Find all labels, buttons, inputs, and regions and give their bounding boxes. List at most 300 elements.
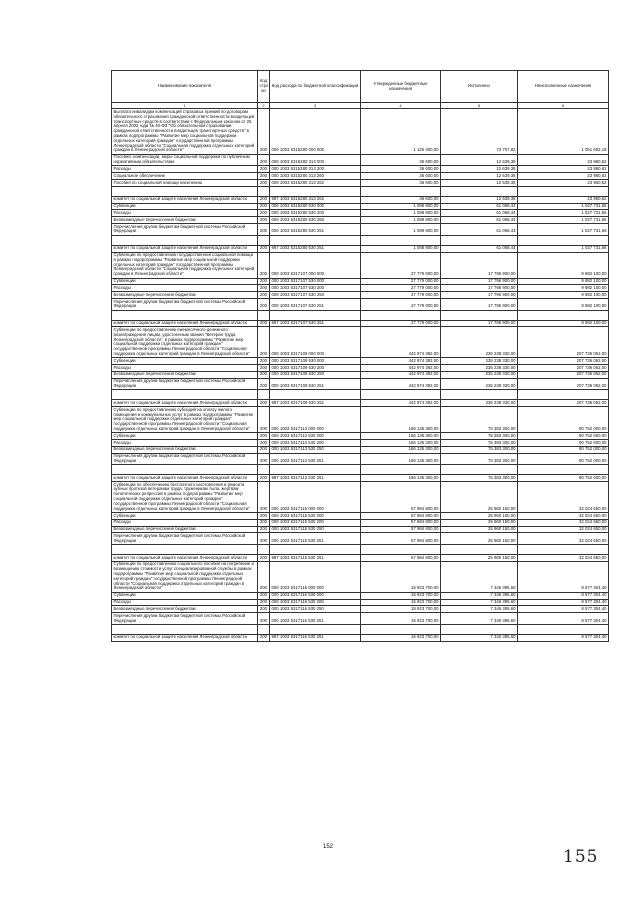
row-name-cell: Субвенции по предоставлению субсидий на оплату жилого помещения и коммунальных услуг в рамках подпрограммы "Развитие мер социальной поддержки отдельных категорий граждан" государственной программы Ленинградской области "Социальная поддержка отдельных категорий граждан в Ленинградской области" <box>112 407 258 433</box>
row-unexecuted-cell: 32 024 650,00 <box>518 482 609 513</box>
row-budget-code-cell: 987 1003 5317109 530 251 <box>270 400 361 407</box>
row-budget-code-cell: 000 1003 5317109 530 200 <box>270 365 361 372</box>
row-budget-code-cell: 000 1003 5317113 530 000 <box>270 433 361 440</box>
row-line-code-cell: 200 <box>258 173 270 180</box>
row-executed-cell: 7 346 395,60 <box>441 599 518 606</box>
row-unexecuted-cell: 23 960,62 <box>518 180 609 187</box>
row-approved-cell: 1 088 800,00 <box>361 210 441 217</box>
header-unexecuted: Неисполненные назначения <box>518 71 609 103</box>
row-name-cell: Расходы <box>112 210 258 217</box>
row-unexecuted-cell: 8 577 304,40 <box>518 606 609 613</box>
table-row <box>112 109 609 154</box>
row-executed-cell: 12 639,38 <box>441 166 518 173</box>
table-row <box>112 440 609 447</box>
row-unexecuted-cell: 8 577 304,40 <box>518 599 609 606</box>
row-name-cell: Расходы <box>112 365 258 372</box>
row-name-cell: Перечисления другим бюджетам бюджетной системы Российской Федерации <box>112 224 258 236</box>
row-budget-code-cell: 000 1003 5317116 530 000 <box>270 592 361 599</box>
row-executed-cell: 75 383 300,00 <box>441 433 518 440</box>
spacer-cell <box>518 545 609 555</box>
table-row <box>112 224 609 236</box>
row-approved-cell: 442 974 392,00 <box>361 371 441 378</box>
row-budget-code-cell: 987 1003 5315280 530 251 <box>270 245 361 252</box>
table-row <box>112 210 609 217</box>
row-unexecuted-cell: 90 752 000,00 <box>518 440 609 447</box>
row-approved-cell: 1 088 800,00 <box>361 203 441 210</box>
table-row <box>112 475 609 482</box>
spacer-cell <box>258 624 270 634</box>
table-row <box>112 292 609 299</box>
row-unexecuted-cell: 32 024 650,00 <box>518 533 609 545</box>
row-approved-cell: 15 923 700,00 <box>361 599 441 606</box>
row-budget-code-cell: 000 1003 5315280 530 200 <box>270 210 361 217</box>
table-row <box>112 526 609 533</box>
row-line-code-cell: 200 <box>258 203 270 210</box>
row-approved-cell: 1 088 800,00 <box>361 224 441 236</box>
row-line-code-cell: 200 <box>258 440 270 447</box>
row-name-cell: Социальное обеспечение <box>112 173 258 180</box>
header-approved: Утвержденные бюджетные назначения <box>361 71 441 103</box>
row-executed-cell: 17 796 900,00 <box>441 252 518 278</box>
row-name-cell: Выплата инвалидам компенсаций страховых премий по договорам обязательного страхования гражданской ответственности владельцев транспортных средств в соответствии с Федеральным законом от 25 апреля 2002 года № 40-ФЗ "Об обязательном страховании гражданской ответственности владельцев транспортных средств" в рамках подпрограммы "Развитие мер социальной поддержки отдельных категорий граждан" государственной программы Ленинградской области "Социальная поддержка отдельных категорий граждан в Ленинградской области" <box>112 109 258 154</box>
row-name-cell: Субвенции <box>112 592 258 599</box>
row-budget-code-cell: 000 1003 5315280 000 000 <box>270 109 361 154</box>
spacer-cell <box>441 624 518 634</box>
spacer-cell <box>258 186 270 196</box>
row-name-cell: Безвозмездные перечисления бюджетам <box>112 526 258 533</box>
table-row <box>112 285 609 292</box>
row-name-cell: комитет по социальной защите населения Ленинградской области <box>112 196 258 203</box>
spacer-cell <box>270 465 361 475</box>
row-budget-code-cell: 000 1003 5317107 530 250 <box>270 292 361 299</box>
table-row <box>112 378 609 390</box>
row-line-code-cell: 200 <box>258 519 270 526</box>
row-budget-code-cell: 000 1003 5315280 530 250 <box>270 217 361 224</box>
row-executed-cell: 61 068,44 <box>441 210 518 217</box>
row-budget-code-cell: 000 1003 5317115 000 000 <box>270 482 361 513</box>
row-approved-cell: 166 135 300,00 <box>361 440 441 447</box>
row-budget-code-cell: 987 1003 5317107 530 251 <box>270 320 361 327</box>
row-line-code-cell: 200 <box>258 299 270 311</box>
row-approved-cell: 57 984 800,00 <box>361 482 441 513</box>
row-name-cell: комитет по социальной защите населения Ленинградской области <box>112 320 258 327</box>
row-name-cell: комитет по социальной защите населения Ленинградской области <box>112 400 258 407</box>
row-approved-cell: 442 974 392,00 <box>361 400 441 407</box>
row-executed-cell: 7 346 395,60 <box>441 613 518 625</box>
row-approved-cell: 1 088 800,00 <box>361 245 441 252</box>
table-row <box>112 299 609 311</box>
row-unexecuted-cell: 32 024 650,00 <box>518 513 609 520</box>
row-approved-cell: 15 923 700,00 <box>361 606 441 613</box>
row-unexecuted-cell: 32 024 650,00 <box>518 526 609 533</box>
row-executed-cell: 61 068,44 <box>441 203 518 210</box>
table-row <box>112 606 609 613</box>
row-line-code-cell: 200 <box>258 378 270 390</box>
table-row <box>112 154 609 166</box>
row-name-cell: Безвозмездные перечисления бюджетам <box>112 371 258 378</box>
row-approved-cell: 166 135 300,00 <box>361 453 441 465</box>
row-unexecuted-cell: 32 024 650,00 <box>518 519 609 526</box>
row-budget-code-cell: 000 1003 5317115 530 000 <box>270 513 361 520</box>
row-unexecuted-cell: 1 027 731,56 <box>518 224 609 236</box>
row-unexecuted-cell: 23 960,62 <box>518 166 609 173</box>
column-number: 5 <box>441 103 518 109</box>
row-unexecuted-cell: 90 752 000,00 <box>518 446 609 453</box>
row-line-code-cell: 200 <box>258 245 270 252</box>
row-executed-cell: 25 960 150,00 <box>441 519 518 526</box>
column-number: 6 <box>518 103 609 109</box>
table-row <box>112 173 609 180</box>
table-row <box>112 371 609 378</box>
spacer-cell <box>112 310 258 320</box>
row-executed-cell: 235 238 330,00 <box>441 327 518 358</box>
table-row <box>112 252 609 278</box>
table-row <box>112 320 609 327</box>
table-row <box>112 592 609 599</box>
table-row <box>112 245 609 252</box>
row-line-code-cell: 200 <box>258 217 270 224</box>
row-name-cell: Субвенции <box>112 358 258 365</box>
spacer-cell <box>361 545 441 555</box>
row-approved-cell: 27 779 000,00 <box>361 320 441 327</box>
row-budget-code-cell: 000 1003 5317115 530 251 <box>270 533 361 545</box>
row-approved-cell: 57 984 800,00 <box>361 526 441 533</box>
row-budget-code-cell: 000 1003 5317116 000 000 <box>270 561 361 592</box>
row-unexecuted-cell: 207 736 062,00 <box>518 371 609 378</box>
row-line-code-cell: 200 <box>258 475 270 482</box>
row-executed-cell: 75 383 300,00 <box>441 453 518 465</box>
row-name-cell: комитет по социальной защите населения Ленинградской области <box>112 634 258 641</box>
spacer-cell <box>112 465 258 475</box>
row-approved-cell: 57 984 800,00 <box>361 533 441 545</box>
row-name-cell: комитет по социальной защите населения Ленинградской области <box>112 555 258 562</box>
row-approved-cell: 166 135 300,00 <box>361 446 441 453</box>
row-unexecuted-cell: 90 752 000,00 <box>518 433 609 440</box>
row-executed-cell: 7 346 395,60 <box>441 592 518 599</box>
row-approved-cell: 166 135 300,00 <box>361 475 441 482</box>
spacer-row <box>112 545 609 555</box>
row-name-cell: Безвозмездные перечисления бюджетам <box>112 217 258 224</box>
row-unexecuted-cell: 90 752 000,00 <box>518 453 609 465</box>
spacer-cell <box>258 310 270 320</box>
row-name-cell: Субвенции по обеспечению бесплатного изготовления и ремонта зубных протезов ветеранам труда, труженикам тыла, жертвам политических репрессий в рамках подпрограммы "Развитие мер социальной поддержки отдельных категорий граждан" государственной программы Ленинградской области "Социальная поддержка отдельных категорий граждан в Ленинградской области" <box>112 482 258 513</box>
row-budget-code-cell: 000 1003 5317116 530 250 <box>270 606 361 613</box>
row-budget-code-cell: 000 1003 5317113 000 000 <box>270 407 361 433</box>
row-line-code-cell: 200 <box>258 371 270 378</box>
row-approved-cell: 1 125 400,00 <box>361 109 441 154</box>
spacer-cell <box>270 310 361 320</box>
row-approved-cell: 15 923 700,00 <box>361 561 441 592</box>
table-row <box>112 513 609 520</box>
row-executed-cell: 17 796 900,00 <box>441 285 518 292</box>
row-unexecuted-cell: 23 960,62 <box>518 154 609 166</box>
row-budget-code-cell: 000 1003 5315280 313 262 <box>270 180 361 187</box>
table-row <box>112 613 609 625</box>
row-budget-code-cell: 000 1003 5317109 530 000 <box>270 358 361 365</box>
row-approved-cell: 15 923 700,00 <box>361 613 441 625</box>
table-row <box>112 519 609 526</box>
table-header-row <box>112 71 609 103</box>
row-name-cell: Безвозмездные перечисления бюджетам <box>112 606 258 613</box>
row-executed-cell: 75 383 300,00 <box>441 446 518 453</box>
row-name-cell: Пособия по социальной помощи населению <box>112 180 258 187</box>
row-budget-code-cell: 000 1003 5317116 530 251 <box>270 613 361 625</box>
row-name-cell: Расходы <box>112 440 258 447</box>
row-name-cell: Перечисления другим бюджетам бюджетной системы Российской Федерации <box>112 299 258 311</box>
spacer-cell <box>361 465 441 475</box>
row-approved-cell: 36 600,00 <box>361 196 441 203</box>
spacer-row <box>112 310 609 320</box>
table-row <box>112 453 609 465</box>
row-executed-cell: 17 796 900,00 <box>441 299 518 311</box>
row-executed-cell: 17 796 900,00 <box>441 292 518 299</box>
row-approved-cell: 166 135 300,00 <box>361 433 441 440</box>
spacer-cell <box>441 186 518 196</box>
row-executed-cell: 12 639,38 <box>441 180 518 187</box>
row-unexecuted-cell: 207 736 062,00 <box>518 327 609 358</box>
row-name-cell: Субвенции <box>112 513 258 520</box>
row-approved-cell: 27 779 000,00 <box>361 278 441 285</box>
row-executed-cell: 235 238 330,00 <box>441 371 518 378</box>
row-executed-cell: 25 960 150,00 <box>441 513 518 520</box>
row-unexecuted-cell: 8 577 304,40 <box>518 634 609 641</box>
table-row <box>112 482 609 513</box>
row-unexecuted-cell: 9 982 100,00 <box>518 299 609 311</box>
row-approved-cell: 1 088 800,00 <box>361 217 441 224</box>
row-line-code-cell: 200 <box>258 224 270 236</box>
table-row <box>112 358 609 365</box>
row-name-cell: Расходы <box>112 285 258 292</box>
row-line-code-cell: 200 <box>258 606 270 613</box>
row-name-cell: Расходы <box>112 599 258 606</box>
spacer-cell <box>441 545 518 555</box>
row-budget-code-cell: 000 1003 5315280 313 200 <box>270 166 361 173</box>
spacer-cell <box>112 186 258 196</box>
spacer-cell <box>112 235 258 245</box>
row-approved-cell: 442 974 392,00 <box>361 365 441 372</box>
spacer-cell <box>112 390 258 400</box>
row-budget-code-cell: 000 1003 5317113 530 200 <box>270 440 361 447</box>
row-budget-code-cell: 987 1003 5317116 530 251 <box>270 634 361 641</box>
table-row <box>112 203 609 210</box>
table-row <box>112 180 609 187</box>
table-body <box>112 109 609 641</box>
row-line-code-cell: 200 <box>258 327 270 358</box>
row-line-code-cell: 200 <box>258 446 270 453</box>
table-row <box>112 196 609 203</box>
row-unexecuted-cell: 9 982 100,00 <box>518 320 609 327</box>
spacer-cell <box>258 465 270 475</box>
row-name-cell: Пособия, компенсации, меры социальной поддержки по публичным нормативным обязательствам <box>112 154 258 166</box>
row-unexecuted-cell: 90 752 000,00 <box>518 407 609 433</box>
row-line-code-cell: 200 <box>258 407 270 433</box>
row-executed-cell: 12 639,38 <box>441 196 518 203</box>
row-executed-cell: 61 068,44 <box>441 217 518 224</box>
row-executed-cell: 17 796 900,00 <box>441 320 518 327</box>
row-unexecuted-cell: 1 051 692,18 <box>518 109 609 154</box>
row-executed-cell: 12 639,38 <box>441 173 518 180</box>
row-budget-code-cell: 987 1003 5315280 313 262 <box>270 196 361 203</box>
row-line-code-cell: 200 <box>258 634 270 641</box>
table-row <box>112 217 609 224</box>
row-name-cell: Перечисления другим бюджетам бюджетной системы Российской Федерации <box>112 533 258 545</box>
row-line-code-cell: 200 <box>258 166 270 173</box>
row-budget-code-cell: 000 1003 5317116 530 200 <box>270 599 361 606</box>
row-approved-cell: 442 974 392,00 <box>361 378 441 390</box>
row-budget-code-cell: 000 1003 5317109 000 000 <box>270 327 361 358</box>
row-unexecuted-cell: 9 982 100,00 <box>518 285 609 292</box>
row-line-code-cell: 200 <box>258 210 270 217</box>
row-line-code-cell: 200 <box>258 526 270 533</box>
row-budget-code-cell: 987 1003 5317115 530 251 <box>270 555 361 562</box>
handwritten-page-stamp: 155 <box>563 847 599 867</box>
table-row <box>112 446 609 453</box>
row-unexecuted-cell: 8 577 304,40 <box>518 613 609 625</box>
column-number: 1 <box>112 103 258 109</box>
row-approved-cell: 57 984 800,00 <box>361 513 441 520</box>
row-unexecuted-cell: 32 024 650,00 <box>518 555 609 562</box>
row-executed-cell: 235 238 330,00 <box>441 358 518 365</box>
row-name-cell: Перечисления другим бюджетам бюджетной системы Российской Федерации <box>112 613 258 625</box>
spacer-cell <box>258 235 270 245</box>
row-budget-code-cell: 000 1003 5315280 313 000 <box>270 154 361 166</box>
row-executed-cell: 7 346 395,60 <box>441 606 518 613</box>
row-name-cell: Безвозмездные перечисления бюджетам <box>112 446 258 453</box>
row-line-code-cell: 200 <box>258 320 270 327</box>
row-line-code-cell: 200 <box>258 561 270 592</box>
row-approved-cell: 57 984 800,00 <box>361 519 441 526</box>
row-budget-code-cell: 987 1003 5317113 530 251 <box>270 475 361 482</box>
row-budget-code-cell: 000 1003 5315280 530 251 <box>270 224 361 236</box>
header-executed: Исполнено <box>441 71 518 103</box>
row-name-cell: Субвенции по предоставлению ежемесячного денежного вознаграждения лицам, удостоенным звания "Ветеран труда Ленинградской области", в рамках подпрограммы "Развитие мер социальной поддержки отдельных категорий граждан" государственной программы Ленинградской области "Социальная поддержка отдельных категорий граждан в Ленинградской области" <box>112 327 258 358</box>
row-approved-cell: 15 923 700,00 <box>361 592 441 599</box>
row-line-code-cell: 200 <box>258 533 270 545</box>
row-budget-code-cell: 000 1003 5315280 313 260 <box>270 173 361 180</box>
row-unexecuted-cell: 9 982 100,00 <box>518 252 609 278</box>
row-unexecuted-cell: 207 736 062,00 <box>518 400 609 407</box>
row-approved-cell: 27 779 000,00 <box>361 285 441 292</box>
row-executed-cell: 75 383 300,00 <box>441 440 518 447</box>
row-budget-code-cell: 000 1003 5317115 530 200 <box>270 519 361 526</box>
spacer-cell <box>361 390 441 400</box>
row-unexecuted-cell: 1 027 731,56 <box>518 245 609 252</box>
spacer-cell <box>518 310 609 320</box>
column-number: 3 <box>270 103 361 109</box>
spacer-cell <box>361 235 441 245</box>
spacer-row <box>112 235 609 245</box>
row-name-cell: Расходы <box>112 519 258 526</box>
row-approved-cell: 166 135 300,00 <box>361 407 441 433</box>
row-line-code-cell: 200 <box>258 555 270 562</box>
table-row <box>112 599 609 606</box>
table-row <box>112 278 609 285</box>
table-row <box>112 365 609 372</box>
spacer-cell <box>518 235 609 245</box>
row-executed-cell: 61 068,44 <box>441 245 518 252</box>
row-name-cell: комитет по социальной защите населения Ленинградской области <box>112 475 258 482</box>
row-unexecuted-cell: 1 027 731,56 <box>518 217 609 224</box>
column-number: 4 <box>361 103 441 109</box>
row-line-code-cell: 200 <box>258 358 270 365</box>
row-approved-cell: 15 923 700,00 <box>361 634 441 641</box>
spacer-cell <box>441 390 518 400</box>
row-line-code-cell: 200 <box>258 453 270 465</box>
row-budget-code-cell: 000 1003 5317107 000 000 <box>270 252 361 278</box>
row-approved-cell: 36 600,00 <box>361 166 441 173</box>
row-unexecuted-cell: 207 736 062,00 <box>518 378 609 390</box>
page-number: 152 <box>323 844 334 850</box>
row-budget-code-cell: 000 1003 5317107 530 251 <box>270 299 361 311</box>
header-name: Наименование показателя <box>112 71 258 103</box>
table-row <box>112 533 609 545</box>
spacer-cell <box>258 390 270 400</box>
spacer-cell <box>270 235 361 245</box>
row-name-cell: Перечисления другим бюджетам бюджетной системы Российской Федерации <box>112 378 258 390</box>
row-budget-code-cell: 000 1003 5317115 530 250 <box>270 526 361 533</box>
row-budget-code-cell: 000 1003 5317109 530 251 <box>270 378 361 390</box>
row-line-code-cell: 200 <box>258 278 270 285</box>
budget-sheet <box>111 70 608 642</box>
spacer-row <box>112 465 609 475</box>
row-approved-cell: 442 974 392,00 <box>361 358 441 365</box>
row-line-code-cell: 200 <box>258 285 270 292</box>
row-approved-cell: 27 779 000,00 <box>361 292 441 299</box>
row-line-code-cell: 200 <box>258 482 270 513</box>
row-budget-code-cell: 000 1003 5317107 530 000 <box>270 278 361 285</box>
row-budget-code-cell: 000 1003 5317113 530 250 <box>270 446 361 453</box>
row-executed-cell: 235 238 330,00 <box>441 378 518 390</box>
row-executed-cell: 7 346 395,60 <box>441 634 518 641</box>
row-line-code-cell: 200 <box>258 400 270 407</box>
row-executed-cell: 25 960 150,00 <box>441 526 518 533</box>
row-executed-cell: 235 238 330,00 <box>441 400 518 407</box>
row-line-code-cell: 200 <box>258 513 270 520</box>
row-executed-cell: 235 238 330,00 <box>441 365 518 372</box>
spacer-cell <box>441 235 518 245</box>
row-unexecuted-cell: 23 960,62 <box>518 173 609 180</box>
row-executed-cell: 25 960 150,00 <box>441 555 518 562</box>
spacer-cell <box>361 186 441 196</box>
row-name-cell: Безвозмездные перечисления бюджетам <box>112 292 258 299</box>
spacer-cell <box>518 465 609 475</box>
row-unexecuted-cell: 9 982 100,00 <box>518 278 609 285</box>
spacer-cell <box>258 545 270 555</box>
row-name-cell: комитет по социальной защите населения Ленинградской области <box>112 245 258 252</box>
row-executed-cell: 12 639,38 <box>441 154 518 166</box>
spacer-row <box>112 186 609 196</box>
spacer-cell <box>112 624 258 634</box>
table-row <box>112 555 609 562</box>
row-executed-cell: 7 346 395,60 <box>441 561 518 592</box>
row-name-cell: Субвенции <box>112 433 258 440</box>
table-row <box>112 400 609 407</box>
row-approved-cell: 27 779 000,00 <box>361 299 441 311</box>
table-row <box>112 327 609 358</box>
row-approved-cell: 36 600,00 <box>361 180 441 187</box>
row-line-code-cell: 200 <box>258 292 270 299</box>
row-approved-cell: 36 600,00 <box>361 173 441 180</box>
row-executed-cell: 17 796 900,00 <box>441 278 518 285</box>
table-row <box>112 433 609 440</box>
row-name-cell: Субвенции по предоставлению социального пособия на погребение и возмещению стоимости услуг специализированной службы в рамках подпрограммы "Развитие мер социальной поддержки отдельных категорий граждан" государственной программы Ленинградской области "Социальная поддержка отдельных категорий граждан в Ленинградской области" <box>112 561 258 592</box>
spacer-cell <box>518 186 609 196</box>
row-name-cell: Субвенции по предоставлению государственной социальной помощи в рамках подпрограммы "Развитие мер социальной поддержки отдельных категорий граждан" государственной программы Ленинградской области "Социальная поддержка отдельных категорий граждан в Ленинградской области" <box>112 252 258 278</box>
row-name-cell: Перечисления другим бюджетам бюджетной системы Российской Федерации <box>112 453 258 465</box>
row-name-cell: Субвенции <box>112 278 258 285</box>
row-line-code-cell: 200 <box>258 252 270 278</box>
row-line-code-cell: 200 <box>258 154 270 166</box>
